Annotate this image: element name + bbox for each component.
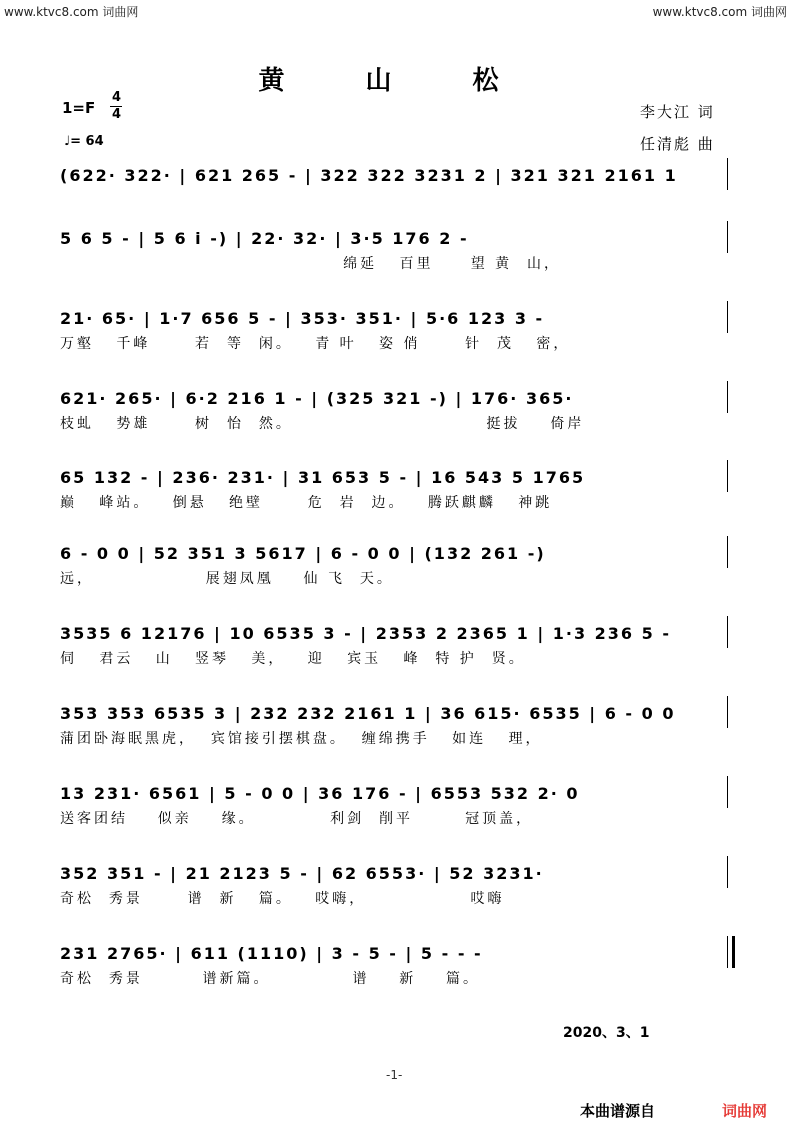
barline <box>727 856 728 888</box>
barline <box>727 536 728 568</box>
final-barline <box>732 936 735 968</box>
score-row-11 <box>0 944 793 1024</box>
barline <box>727 696 728 728</box>
score-row-6 <box>0 544 793 624</box>
time-signature-top: 4 <box>112 90 122 105</box>
lyrics-line: 绵延 百里 望 黄 山， <box>60 256 562 272</box>
tempo-marking: ♩= 64 <box>64 134 104 149</box>
barline <box>727 301 728 333</box>
barline <box>727 381 728 413</box>
notation-line: 21· 65· | 1·7 656 5 - | 353· 351· | 5·6 123 3 - <box>60 309 545 328</box>
notation-line: 13 231· 6561 | 5 - 0 0 | 36 176 - | 6553 532 2· 0 <box>60 784 580 803</box>
lyrics-line: 远， 展翅凤凰 仙 飞 天。 <box>60 571 394 587</box>
barline <box>727 221 728 253</box>
notation-line: 65 132 - | 236· 231· | 31 653 5 - | 16 543 5 1765 <box>60 468 586 487</box>
score-row-8 <box>0 704 793 784</box>
barline <box>727 460 728 492</box>
barline <box>727 158 728 190</box>
notation-line: 5 6 5 - | 5 6 i -) | 22· 32· | 3·5 176 2 - <box>60 229 469 248</box>
barline <box>727 776 728 808</box>
score-row-10 <box>0 864 793 944</box>
notation-line: 231 2765· | 611 (1110) | 3 - 5 - | 5 - - - <box>60 944 483 963</box>
source-label: 本曲谱源自 <box>580 1102 656 1120</box>
lyrics-line: 送客团结 似亲 缘。 利剑 削平 冠顶盖， <box>60 811 534 827</box>
lyrics-line: 蒲团卧海眠黑虎， 宾馆接引摆棋盘。 缠绵携手 如连 理， <box>60 731 543 747</box>
score-row-9 <box>0 784 793 864</box>
score-row-2 <box>0 229 793 309</box>
score-row-4 <box>0 389 793 469</box>
composer-credit: 任清彪 曲 <box>640 135 715 153</box>
time-signature-bottom: 4 <box>112 107 122 122</box>
date-stamp: 2020、3、1 <box>563 1025 650 1041</box>
notation-line: 6 - 0 0 | 52 351 3 5617 | 6 - 0 0 | (132 261 -) <box>60 544 546 563</box>
score-row-3 <box>0 309 793 389</box>
score-row-5 <box>0 468 793 548</box>
notation-line: (622· 322· | 621 265 - | 322 322 3231 2 | 321 321 2161 1 <box>60 166 678 185</box>
lyricist-credit: 李大江 词 <box>640 103 715 121</box>
lyrics-line: 奇松 秀景 谱新篇。 谱 新 篇。 <box>60 971 481 987</box>
site-watermark-left: www.ktvc8.com 词曲网 <box>4 5 139 19</box>
lyrics-line: 枝虬 势雄 树 怡 然。 挺拔 倚岸 <box>60 416 585 432</box>
lyrics-line: 伺 君云 山 竖琴 美， 迎 宾玉 峰 特 护 贤。 <box>60 651 526 667</box>
key-signature: 1=F <box>62 99 96 117</box>
site-watermark-right: www.ktvc8.com 词曲网 <box>652 5 787 19</box>
notation-line: 3535 6 12176 | 10 6535 3 - | 2353 2 2365 1 | 1·3 236 5 - <box>60 624 671 643</box>
barline <box>727 616 728 648</box>
song-title: 黄 山 松 <box>258 66 535 96</box>
source-brand-link[interactable]: 词曲网 <box>722 1102 768 1120</box>
lyrics-line: 万壑 千峰 若 等 闲。 青 叶 姿 俏 针 茂 密， <box>60 336 571 352</box>
barline <box>727 936 728 968</box>
lyrics-line: 奇松 秀景 谱 新 篇。 哎嗨， 哎嗨 <box>60 891 505 907</box>
notation-line: 352 351 - | 21 2123 5 - | 62 6553· | 52 3231· <box>60 864 544 883</box>
page-number: -1- <box>386 1068 403 1082</box>
score-row-7 <box>0 624 793 704</box>
lyrics-line: 巅 峰站。 倒悬 绝壁 危 岩 边。 腾跃麒麟 神跳 <box>60 495 553 511</box>
notation-line: 621· 265· | 6·2 216 1 - | (325 321 -) | 176· 365· <box>60 389 574 408</box>
notation-line: 353 353 6535 3 | 232 232 2161 1 | 36 615· 6535 | 6 - 0 0 <box>60 704 676 723</box>
